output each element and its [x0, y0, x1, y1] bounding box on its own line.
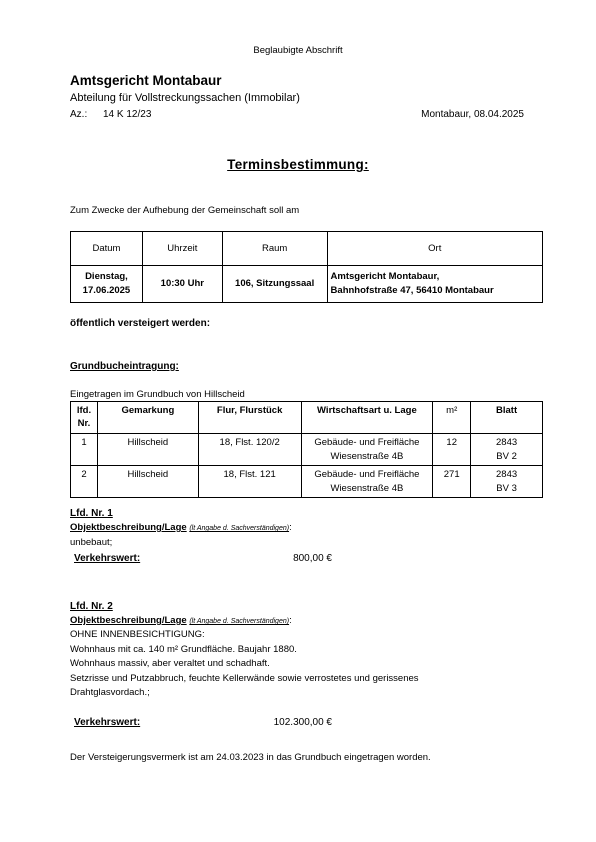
- object-description-note: (lt Angabe d. Sachverständigen): [189, 525, 290, 532]
- header-blatt: Blatt: [471, 402, 543, 434]
- object-description-label: Objektbeschreibung/Lage: [70, 522, 187, 533]
- object-2-description-heading: [70, 615, 292, 626]
- object-description-label: Objektbeschreibung/Lage: [70, 615, 187, 626]
- header-flur: Flur, Flurstück: [198, 402, 301, 434]
- land-register-intro: Eingetragen im Grundbuch von Hillscheid: [70, 389, 245, 400]
- location-line-2: Bahnhofstraße 47, 56410 Montabaur: [330, 285, 494, 296]
- appointment-weekday: Dienstag,: [85, 271, 128, 282]
- row-flur: 18, Flst. 120/2: [198, 434, 301, 466]
- object-description-note: (lt Angabe d. Sachverständigen): [189, 618, 290, 625]
- object-2-line-4: Setzrisse und Putzabbruch, feuchte Kellerwände sowie verrostetes und gerissenes: [70, 673, 419, 684]
- row-wirtschaftsart-line-2: Wiesenstraße 4B: [330, 483, 404, 494]
- row-wirtschaftsart: [301, 434, 433, 466]
- object-2-line-1: OHNE INNENBESICHTIGUNG:: [70, 629, 205, 640]
- header-gemarkung: Gemarkung: [97, 402, 198, 434]
- header-lfd: [71, 402, 98, 434]
- table-row: [71, 434, 543, 466]
- row-wirtschaftsart-line-1: Gebäude- und Freifläche: [314, 437, 420, 448]
- header-lfd-line-2: Nr.: [77, 418, 91, 429]
- place-date: Montabaur, 08.04.2025: [421, 109, 524, 120]
- object-2-line-2: Wohnhaus mit ca. 140 m² Grundfläche. Baujahr 1880.: [70, 644, 297, 655]
- row-wirtschaftsart: [301, 466, 433, 498]
- object-2-line-3: Wohnhaus massiv, aber veraltet und schadhaft.: [70, 658, 270, 669]
- row-blatt: [471, 466, 543, 498]
- object-description-colon: :: [289, 522, 292, 533]
- row-blatt-line-2: BV 2: [496, 451, 517, 462]
- appointment-header-row: [71, 232, 543, 266]
- object-2-market-value: 102.300,00 €: [273, 717, 332, 728]
- object-2-line-5: Drahtglasvordach.;: [70, 687, 150, 698]
- row-gemarkung: Hillscheid: [97, 466, 198, 498]
- object-1-description-heading: [70, 522, 292, 533]
- object-1-market-value-label: Verkehrswert:: [74, 553, 141, 564]
- appointment-table: [70, 231, 543, 303]
- header-uhrzeit: Uhrzeit: [142, 232, 222, 266]
- row-blatt-line-2: BV 3: [496, 483, 517, 494]
- final-note: Der Versteigerungsvermerk ist am 24.03.2023 in das Grundbuch eingetragen worden.: [70, 752, 431, 763]
- appointment-time: 10:30 Uhr: [142, 266, 222, 303]
- appointment-date: [71, 266, 143, 303]
- header-wirtschaftsart: Wirtschaftsart u. Lage: [301, 402, 433, 434]
- object-2-market-value-label: Verkehrswert:: [74, 717, 141, 728]
- object-1-line-1: unbebaut;: [70, 537, 113, 548]
- intro-text: Zum Zwecke der Aufhebung der Gemeinschaft soll am: [70, 205, 300, 216]
- appointment-row: [71, 266, 543, 303]
- land-register-heading: Grundbucheintragung:: [70, 361, 179, 372]
- copy-label: Beglaubigte Abschrift: [253, 45, 343, 56]
- document-title: Terminsbestimmung:: [227, 157, 369, 172]
- auction-note: öffentlich versteigert werden:: [70, 318, 211, 329]
- header-datum: Datum: [71, 232, 143, 266]
- object-1-number: Lfd. Nr. 1: [70, 508, 113, 519]
- location-line-1: Amtsgericht Montabaur,: [330, 271, 440, 282]
- row-wirtschaftsart-line-1: Gebäude- und Freifläche: [314, 469, 420, 480]
- header-raum: Raum: [222, 232, 327, 266]
- row-qm: 12: [433, 434, 471, 466]
- row-qm: 271: [433, 466, 471, 498]
- object-1-market-value: 800,00 €: [293, 553, 332, 564]
- file-number-label: Az.:: [70, 109, 88, 120]
- row-lfd: 2: [71, 466, 98, 498]
- department: Abteilung für Vollstreckungssachen (Immobilar): [70, 92, 300, 104]
- row-gemarkung: Hillscheid: [97, 434, 198, 466]
- row-blatt-line-1: 2843: [496, 469, 518, 480]
- court-name: Amtsgericht Montabaur: [70, 73, 222, 88]
- appointment-room: 106, Sitzungssaal: [222, 266, 327, 303]
- row-flur: 18, Flst. 121: [198, 466, 301, 498]
- header-lfd-line-1: lfd.: [76, 405, 92, 416]
- appointment-location: [327, 266, 542, 303]
- row-wirtschaftsart-line-2: Wiesenstraße 4B: [330, 451, 404, 462]
- file-number: 14 K 12/23: [103, 109, 152, 120]
- table-row: [71, 466, 543, 498]
- object-2-number: Lfd. Nr. 2: [70, 601, 113, 612]
- object-description-colon: :: [289, 615, 292, 626]
- land-register-header-row: [71, 402, 543, 434]
- row-lfd: 1: [71, 434, 98, 466]
- row-blatt-line-1: 2843: [496, 437, 518, 448]
- header-qm: m²: [433, 402, 471, 434]
- header-ort: Ort: [327, 232, 542, 266]
- row-blatt: [471, 434, 543, 466]
- land-register-table: [70, 401, 543, 498]
- appointment-date-value: 17.06.2025: [82, 285, 131, 296]
